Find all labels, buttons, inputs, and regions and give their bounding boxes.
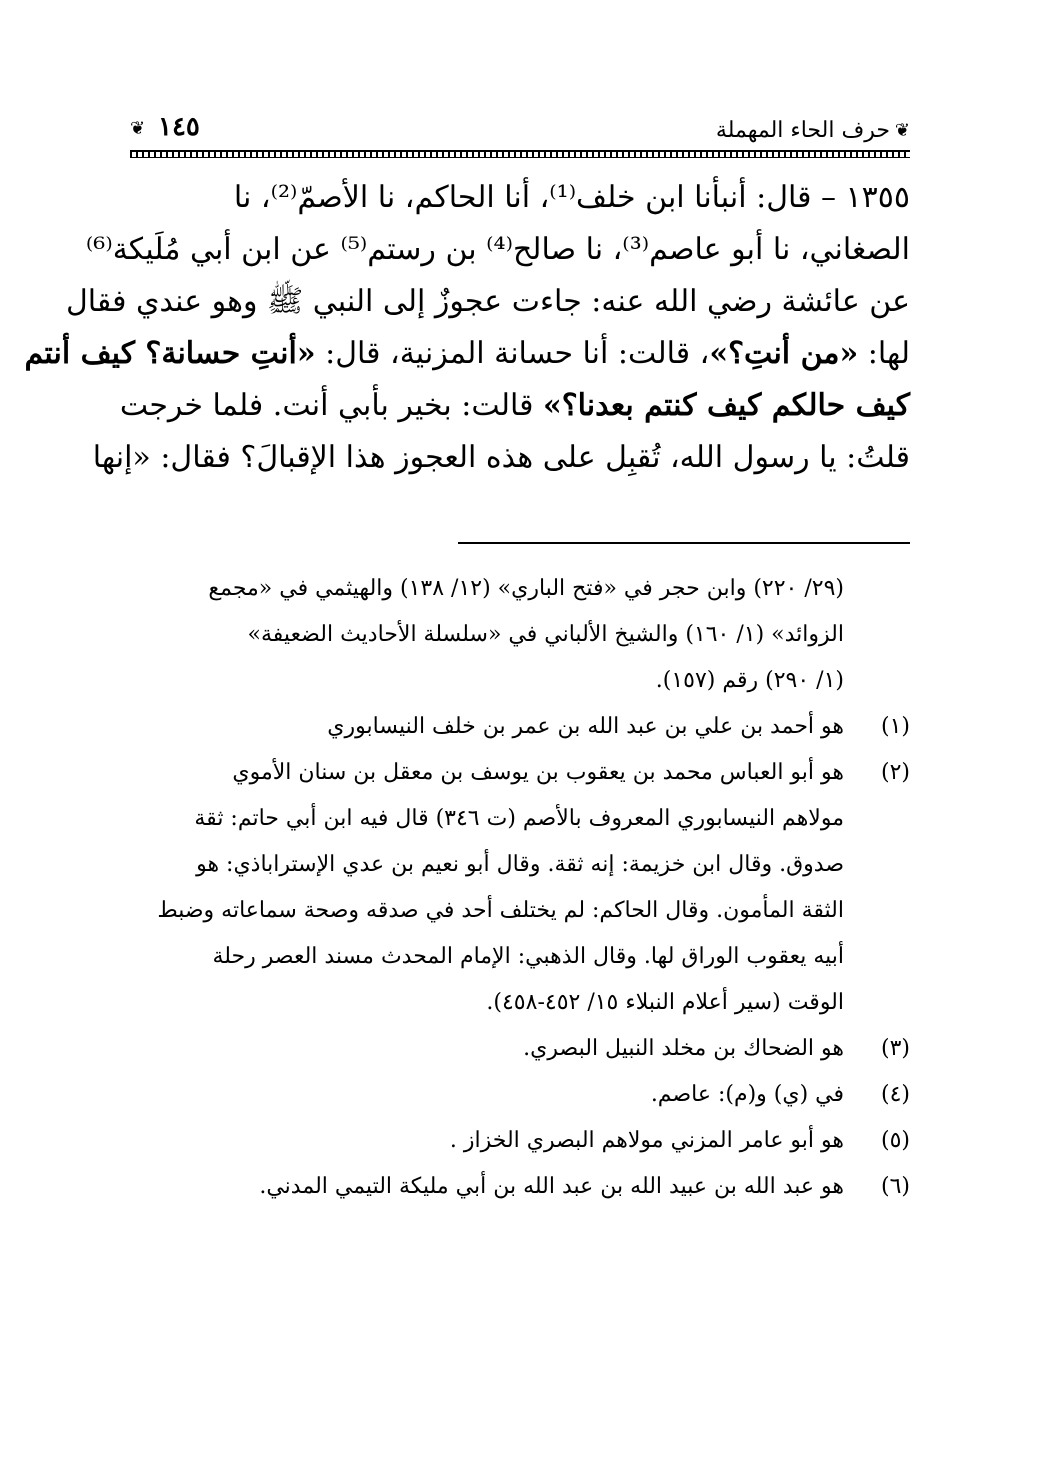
ornament-left-icon: ❦ xyxy=(130,118,146,139)
footnote-2 xyxy=(130,750,910,1026)
text-span: قالت: بخير بأبي أنت. فلما خرجت xyxy=(119,388,543,423)
text-line: ١٣٥٥ – قال: أنبأنا ابن خلف⁽¹⁾، أنا الحاكم، نا الأصمّ⁽²⁾، نا xyxy=(233,180,910,215)
footnote-number: (٥) xyxy=(880,1128,910,1153)
footnote-continuation-line: (١/ ٢٩٠) رقم (١٥٧). xyxy=(655,668,844,693)
footnote-3 xyxy=(130,1026,910,1072)
footnote-number: (١) xyxy=(880,714,910,739)
footnote-line: هو أحمد بن علي بن عبد الله بن عمر بن خلف النيسابوري xyxy=(327,714,844,739)
footnote-continuation-line: (٢٩/ ٢٢٠) وابن حجر في «فتح الباري» (١٢/ ١٣٨) والهيثمي في «مجمع xyxy=(208,576,844,601)
chapter-title: حرف الحاء المهملة xyxy=(715,118,890,143)
footnote-number: (٢) xyxy=(880,760,910,785)
text-line: عن عائشة رضي الله عنه: جاءت عجوزٌ إلى النبي ﷺ وهو عندي فقال xyxy=(65,284,910,319)
footnote-line: هو أبو العباس محمد بن يعقوب بن يوسف بن معقل بن سنان الأموي xyxy=(232,760,844,785)
footnote-4 xyxy=(130,1072,910,1118)
footnote-1 xyxy=(130,704,910,750)
bold-quote: كيف حالكم كيف كنتم بعدنا؟» xyxy=(542,388,910,423)
footnote-line: الوقت (سير أعلام النبلاء ١٥/ ٤٥٢-٤٥٨). xyxy=(486,990,844,1015)
footnote-number: (٣) xyxy=(880,1036,910,1061)
text-span: لها: xyxy=(858,336,910,371)
text-span: ، قالت: أنا حسانة المزنية، قال: xyxy=(315,336,710,371)
text-line: الصغاني، نا أبو عاصم⁽³⁾، نا صالح⁽⁴⁾ بن رستم⁽⁵⁾ عن ابن أبي مُلَيكة⁽⁶⁾ xyxy=(85,232,910,267)
footnote-5 xyxy=(130,1118,910,1164)
text-line xyxy=(119,380,910,432)
footnotes xyxy=(130,566,910,1210)
footnote-continuation-line: الزوائد» (١/ ١٦٠) والشيخ الألباني في «سلسلة الأحاديث الضعيفة» xyxy=(247,622,844,647)
footnote-number: (٤) xyxy=(880,1082,910,1107)
footnote-line: هو أبو عامر المزني مولاهم البصري الخزاز . xyxy=(449,1128,844,1153)
footnote-separator xyxy=(458,542,910,544)
footnote-line: الثقة المأمون. وقال الحاكم: لم يختلف أحد في صدقه وصحة سماعاته وضبط xyxy=(157,898,844,923)
footnote-line: هو عبد الله بن عبيد الله بن عبد الله بن أبي مليكة التيمي المدني. xyxy=(259,1174,844,1199)
page-number: ١٤٥ xyxy=(158,112,200,142)
footnote-6 xyxy=(130,1164,910,1210)
text-line: قلتُ: يا رسول الله، تُقبِل على هذه العجوز هذا الإقبالَ؟ فقال: «إنها xyxy=(92,440,910,475)
page-header xyxy=(130,104,910,154)
footnote-number: (٦) xyxy=(880,1174,910,1199)
footnote-line: مولاهم النيسابوري المعروف بالأصم (ت ٣٤٦) قال فيه ابن أبي حاتم: ثقة xyxy=(194,806,844,831)
ornament-right-icon: ❦ xyxy=(894,120,910,141)
footnote-line: أبيه يعقوب الوراق لها. وقال الذهبي: الإمام المحدث مسند العصر رحلة xyxy=(212,944,844,969)
footnote-line: صدوق. وقال ابن خزيمة: إنه ثقة. وقال أبو نعيم بن عدي الإستراباذي: هو xyxy=(196,852,844,877)
bold-quote: «أنتِ حسانة؟ كيف أنتم xyxy=(24,336,316,371)
footnote-line: هو الضحاك بن مخلد النبيل البصري. xyxy=(523,1036,844,1061)
hadith-text xyxy=(24,172,910,484)
footnote-line: في (ي) و(م): عاصم. xyxy=(650,1082,844,1107)
bold-quote: «من أنتِ؟» xyxy=(709,336,859,371)
header-rule xyxy=(130,150,910,158)
text-line xyxy=(24,328,910,380)
